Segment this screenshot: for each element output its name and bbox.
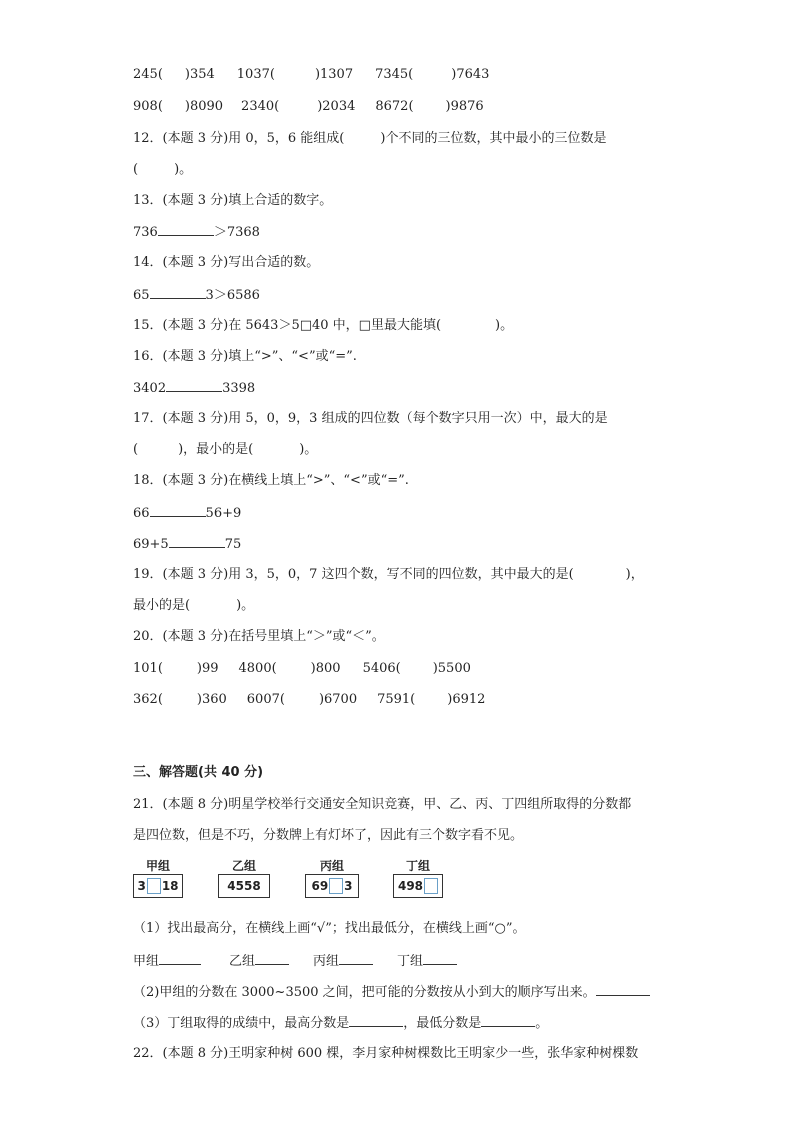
question-15: 15．(本题 3 分)在 5643＞5□40 中，□里最大能填( )。 [133,318,514,333]
question-16: 16．(本题 3 分)填上“>”、“<”或“=”. [133,349,357,364]
score-board: 4558 [218,874,270,898]
question-13: 13．(本题 3 分)填上合适的数字。 [133,193,333,208]
question-21-sub1: （1）找出最高分，在横线上画“√”；找出最低分，在横线上画“○”。 [133,921,526,936]
question-19: 19．(本题 3 分)用 3，5，0，7 这四个数，写不同的四位数，其中最大的是( )， [133,567,644,582]
question-12: 12．(本题 3 分)用 0，5，6 能组成( )个不同的三位数，其中最小的三位数是 [133,131,607,146]
group-label: 丁组 [405,859,430,873]
question-17-cont: ( )，最小的是( )。 [133,442,318,457]
question-18-row2: 69+5 75 [133,537,242,552]
question-22: 22．(本题 8 分)王明家种树 600 棵，李月家种树棵数比王明家少一些，张华家种树棵数 [133,1046,639,1061]
question-16-answer: 3402 3398 [133,381,256,396]
question-20: 20．(本题 3 分)在括号里填上“＞”或“＜”。 [133,629,385,644]
answer-blank[interactable] [255,952,289,965]
answer-blank[interactable] [150,504,206,517]
answer-blank[interactable] [596,983,650,996]
answer-blank[interactable] [423,952,457,965]
score-board: 498 [393,874,443,898]
question-18-row1: 66 56+9 [133,506,242,521]
group-ding [393,858,443,898]
answer-blank[interactable] [481,1014,535,1027]
question-21-cont: 是四位数，但是不巧，分数牌上有灯坏了，因此有三个数字看不见。 [133,828,524,843]
answer-blank[interactable] [150,286,206,299]
compare-row-1: 245( )354 1037( )1307 7345( )7643 [133,67,490,82]
section-title: 三、解答题(共 40 分) [133,765,264,780]
question-14: 14．(本题 3 分)写出合适的数。 [133,255,320,270]
score-boards [133,858,463,904]
group-label: 丙组 [319,859,344,873]
score-board: 3 18 [133,874,183,898]
compare-row-2: 908( )8090 2340( )2034 8672( )9876 [133,99,484,114]
question-13-answer: 736 ＞7368 [133,225,260,240]
group-jia [133,858,183,898]
score-board: 69 3 [305,874,359,898]
group-yi [218,858,270,898]
answer-blank[interactable] [169,535,225,548]
group-label: 甲组 [145,859,170,873]
group-label: 乙组 [231,859,256,873]
question-20-row1: 101( )99 4800( )800 5406( )5500 [133,661,471,676]
question-21-answers: 甲组 乙组 丙组 丁组 [133,952,457,971]
hidden-digit-box[interactable] [424,878,438,894]
question-18: 18．(本题 3 分)在横线上填上“>”、“<”或“=”. [133,473,409,488]
answer-blank[interactable] [166,379,222,392]
answer-blank[interactable] [339,952,373,965]
question-14-answer: 65 3＞6586 [133,288,260,303]
hidden-digit-box[interactable] [147,878,161,894]
question-21: 21．(本题 8 分)明星学校举行交通安全知识竞赛，甲、乙、丙、丁四组所取得的分数都 [133,797,632,812]
question-21-sub3: （3）丁组取得的成绩中，最高分数是 ，最低分数是 。 [133,1016,549,1031]
question-20-row2: 362( )360 6007( )6700 7591( )6912 [133,692,486,707]
hidden-digit-box[interactable] [329,878,343,894]
answer-blank[interactable] [159,952,201,965]
question-19-cont: 最小的是( )。 [133,598,255,613]
answer-blank[interactable] [158,223,214,236]
group-bing [305,858,359,898]
question-12-cont: ( )。 [133,162,193,177]
question-17: 17．(本题 3 分)用 5，0，9，3 组成的四位数（每个数字只用一次）中，最大的是 [133,411,608,426]
answer-blank[interactable] [349,1014,403,1027]
question-21-sub2: （2)甲组的分数在 3000~3500 之间，把可能的分数按从小到大的顺序写出来。 [133,983,650,1002]
